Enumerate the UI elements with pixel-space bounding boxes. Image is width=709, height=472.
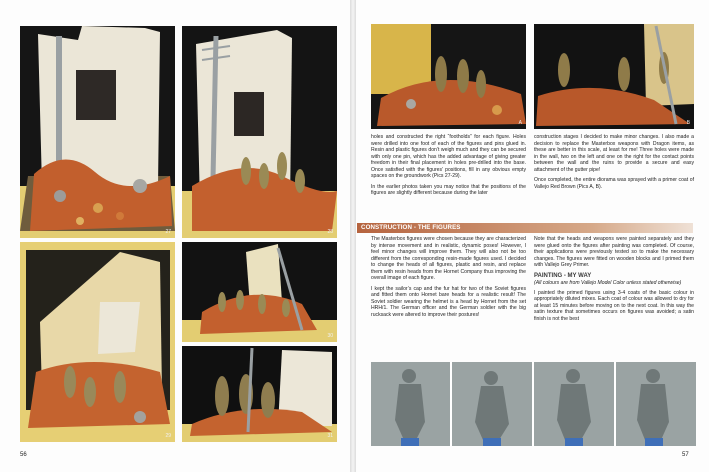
page-number-right: 57 [682,452,689,458]
diorama-photo-28-image [182,26,337,238]
photo-number: 29 [165,433,171,439]
photo-number: 30 [327,333,333,339]
diorama-photo-27 [20,26,175,238]
photo-number: 31 [327,433,333,439]
left-page [0,0,350,472]
subheading-note: (All colours are from Vallejo Model Color unless stated otherwise) [534,280,682,286]
diorama-photo-30 [182,242,337,342]
diorama-photo-b [534,24,694,129]
photo-number: 28 [327,229,333,235]
photo-number: B [686,120,690,126]
paragraph: construction stages I decided to make minor changes. I also made a decision to replace the Masterbox weapons with Dragon items, as these are better in this scale, at least for me! Three holes were made in the wall, two on the left and one on the right for the contact points between the wall and the ruins to provide a secure and easy attachment of the gutter pipe! [534,134,694,173]
page-number-left: 56 [20,452,27,458]
diorama-photo-31-image [182,346,337,442]
diorama-photo-28 [182,26,337,238]
figures-photo-strip-image [371,362,696,446]
section-heading: CONSTRUCTION - THE FIGURES [361,224,461,231]
diorama-photo-27-image [20,26,175,238]
paragraph: The Masterbox figures were chosen because they are characterized by intense movement and in realistic, dynamic poses! However, I feel minor changes will improve them. They will also not be too different from the corresponding resin-made figures used. I decided to change the heads of all figures, plastic and resin, and replace them with resin heads from the Hornet Company thus improving the overall image of each figure. [371,236,526,281]
text-column-1-top [371,134,526,201]
paragraph: Note that the heads and weapons were painted separately and they were glued onto the figures after painting was completed. Of course, their applications were previously tested so to make the necessary changes. The figures were fitted on wooden blocks and I primed them with Vallejo Grey Primer. [534,236,694,268]
diorama-photo-30-image [182,242,337,342]
text-column-1-bottom [371,236,526,322]
figures-photo-strip [371,362,696,446]
text-column-2-bottom [534,236,694,326]
paragraph: In the earlier photos taken you may notice that the positions of the figures are slightly different because during the later [371,183,526,196]
diorama-photo-29-image [20,242,175,442]
subheading: PAINTING - MY WAY [534,272,592,279]
diorama-photo-31 [182,346,337,442]
paragraph: I painted the primed figures using 3-4 coats of the basic colour in appropriately diluted mixes. Each coat of colour was allowed to dry for at least 15 minutes before moving on to the next coat. In this way the satin texture that sometimes occurs on figures was avoided; a satin finish is not the best [534,289,694,322]
diorama-photo-a-image [371,24,526,129]
photo-number: A [518,120,522,126]
paragraph: Once completed, the entire diorama was sprayed with a primer coat of Vallejo Red Brown (Pics A, B). [534,177,694,190]
section-heading-bar [357,223,693,233]
paragraph: I kept the sailor’s cap and the fur hat for two of the Soviet figures and fitted them onto Hornet bare heads for a realistic result! The Soviet soldier wearing the helmet is a head by Hornet from the set HRH/1. The German officer and the German soldier with the big rucksack were altered to improve their postures! [371,285,526,318]
diorama-photo-29 [20,242,175,442]
diorama-photo-a [371,24,526,129]
diorama-photo-b-image [534,24,694,129]
photo-number: 27 [165,229,171,235]
text-column-2-top [534,134,694,194]
paragraph: holes and constructed the right “footholds” for each figure. Holes were drilled into one foot of each of the figures and pins glued in. Resin and plastic figures don’t weigh much and they can be secured with only one pin, which has the added advantage of giving greater freedom in their final placement in holes pre-drilled into the base. Once satisfied with the figures’ positions, fill in any obvious empty spaces on the groundwork (Pics 27-29). [371,134,526,179]
